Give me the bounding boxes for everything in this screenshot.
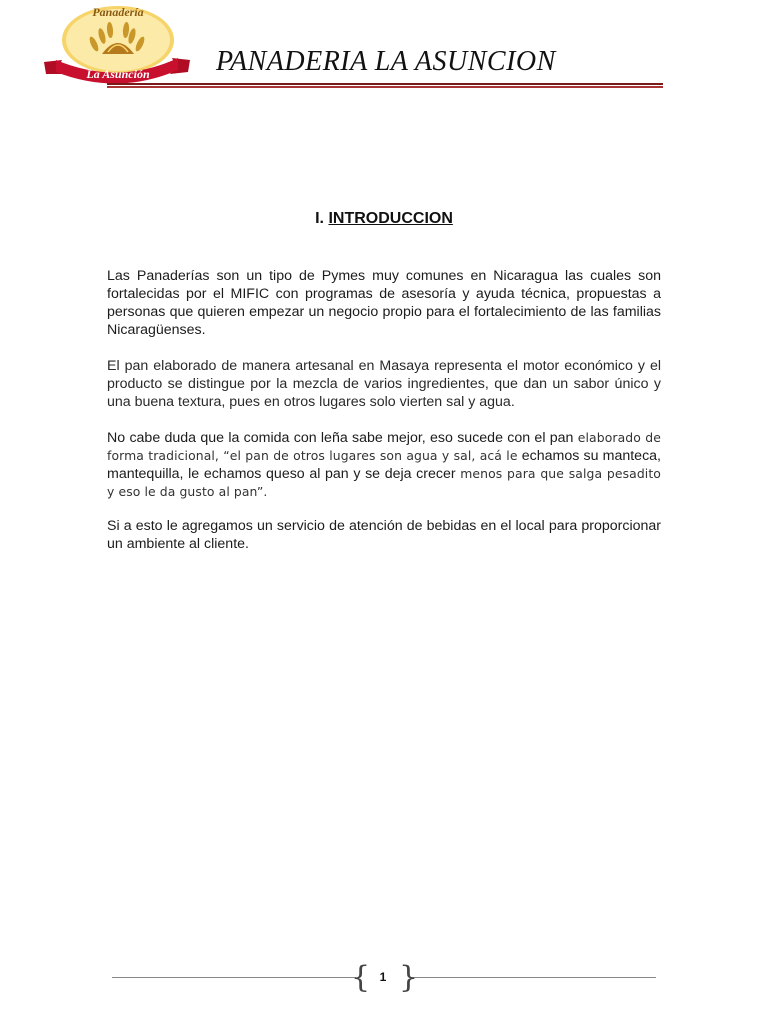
paragraph-1: Las Panaderías son un tipo de Pymes muy comunes en Nicaragua las cuales son fortalecidas por el MIFIC con programas de asesoría y ayuda técnica, propuestas a personas que quieren empezar un negocio propio para el fortalecimiento de las familias Nicaragüenses. [107, 268, 661, 338]
paragraph-3-line-d: menos para que salga pesadito y eso le da gusto al pan”. [107, 466, 661, 499]
section-title: INTRODUCCION [328, 210, 453, 227]
paragraph-3 [107, 429, 661, 501]
bakery-logo [42, 2, 192, 88]
section-number: I. [315, 210, 324, 227]
logo-ribbon-text: La Asunción [86, 67, 150, 81]
header-divider [107, 83, 663, 88]
footer-line-right [410, 977, 656, 978]
paragraph-2: El pan elaborado de manera artesanal en Masaya representa el motor económico y el producto se distingue por la mezcla de varios ingredientes, que dan un sabor único y una buena textura, pues en otros lugares solo vierten sal y agua. [107, 358, 661, 410]
paragraph-3-line-a: No cabe duda que la comida con leña sabe mejor, eso sucede con el pan [107, 430, 574, 446]
section-heading [0, 210, 768, 228]
footer-right-brace-icon: } [399, 960, 419, 995]
page-number: 1 [379, 970, 387, 984]
paragraph-4: Si a esto le agregamos un servicio de atención de bebidas en el local para proporcionar un ambiente al cliente. [107, 518, 661, 552]
footer-line-left [112, 977, 356, 978]
footer-left-brace-icon: { [351, 960, 371, 995]
header-title: PANADERIA LA ASUNCION [216, 46, 556, 77]
paragraph-3-line-b: elaborado de forma tradicional, “el pan de otros lugares son agua y sal, acá le [107, 430, 661, 463]
paragraph-3-line-c: echamos su manteca, mantequilla, le echamos queso al pan y se deja crecer [107, 448, 661, 482]
logo-top-text: Panadería [92, 5, 144, 19]
